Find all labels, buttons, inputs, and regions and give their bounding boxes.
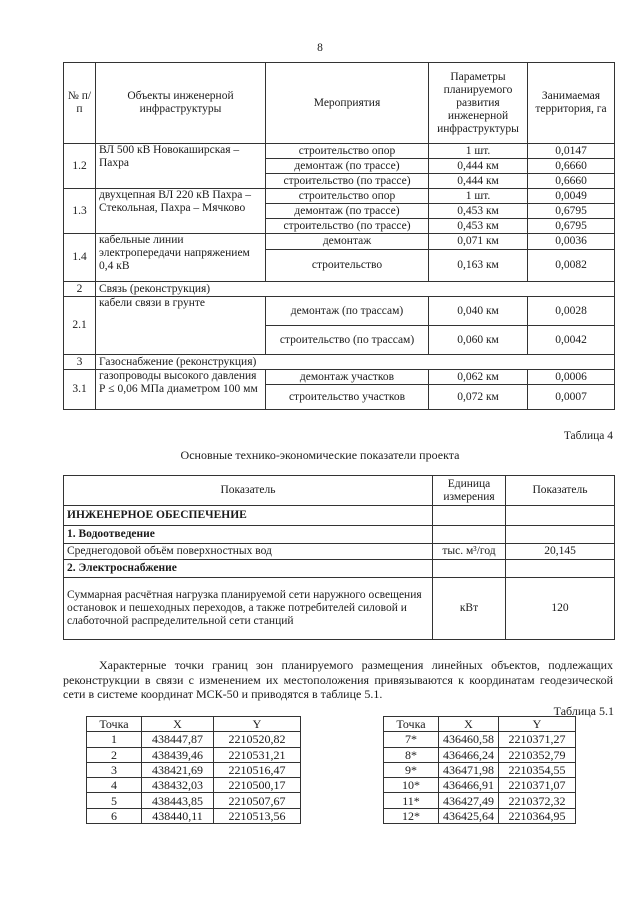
parameter: 0,071 км	[429, 234, 528, 250]
table-row	[384, 747, 576, 762]
table-row	[384, 793, 576, 808]
area: 0,0007	[528, 385, 615, 410]
subsection-heading: 1. Водоотведение	[64, 526, 433, 544]
parameter: 1 шт.	[429, 189, 528, 204]
col-header-measures: Мероприятия	[266, 63, 429, 144]
table-row	[87, 778, 301, 793]
measure: строительство участков	[266, 385, 429, 410]
object-name: кабельные линии электропередачи напряжением 0,4 кВ	[96, 234, 266, 282]
table-header-row	[384, 717, 576, 732]
x-coordinate: 438421,69	[142, 762, 214, 777]
section-row	[64, 355, 615, 370]
point-id: 12*	[384, 808, 439, 823]
area: 0,6660	[528, 174, 615, 189]
point-id: 4	[87, 778, 142, 793]
table-row	[87, 793, 301, 808]
infrastructure-table	[63, 62, 615, 410]
area: 0,0082	[528, 250, 615, 282]
table-row	[64, 544, 615, 560]
col-header-unit: Единица измерения	[433, 476, 506, 506]
row-number: 3	[64, 355, 96, 370]
measure: строительство опор	[266, 189, 429, 204]
y-coordinate: 2210371,27	[499, 732, 576, 747]
x-coordinate: 438443,85	[142, 793, 214, 808]
y-coordinate: 2210354,55	[499, 762, 576, 777]
y-coordinate: 2210371,07	[499, 778, 576, 793]
x-coordinate: 438432,03	[142, 778, 214, 793]
x-coordinate: 436460,58	[439, 732, 499, 747]
point-id: 8*	[384, 747, 439, 762]
measure: демонтаж (по трассе)	[266, 204, 429, 219]
area: 0,0036	[528, 234, 615, 250]
table-row	[64, 578, 615, 640]
point-id: 2	[87, 747, 142, 762]
row-number: 1.3	[64, 189, 96, 234]
area: 0,0147	[528, 144, 615, 159]
measure: строительство (по трассе)	[266, 174, 429, 189]
object-name: газопроводы высокого давления Р ≤ 0,06 МПа диаметром 100 мм	[96, 370, 266, 410]
row-number: 1.2	[64, 144, 96, 189]
x-coordinate: 436425,64	[439, 808, 499, 823]
area: 0,0042	[528, 326, 615, 355]
area: 0,0006	[528, 370, 615, 385]
page-number: 8	[317, 42, 323, 54]
table-row	[64, 506, 615, 526]
point-id: 6	[87, 808, 142, 823]
x-coordinate: 436466,91	[439, 778, 499, 793]
indicator-name: Среднегодовой объём поверхностных вод	[64, 544, 433, 560]
object-name: кабели связи в грунте	[96, 297, 266, 355]
coordinates-table-left	[86, 716, 301, 824]
table-row	[384, 808, 576, 823]
table-row	[64, 189, 615, 204]
table-row	[64, 234, 615, 250]
parameter: 0,453 км	[429, 219, 528, 234]
table-row	[64, 297, 615, 326]
table4-title: Основные технико-экономические показатели проекта	[180, 448, 460, 462]
row-number: 1.4	[64, 234, 96, 282]
col-header: Y	[214, 717, 301, 732]
measure: демонтаж участков	[266, 370, 429, 385]
y-coordinate: 2210520,82	[214, 732, 301, 747]
parameter: 0,453 км	[429, 204, 528, 219]
col-header-area: Занимаемая территория, га	[528, 63, 615, 144]
point-id: 5	[87, 793, 142, 808]
indicator-name: Суммарная расчётная нагрузка планируемой сети наружного освещения остановок и пешеходных переходов, а также потребителей силовой и слаботочной распределительной сети станций	[64, 578, 433, 640]
y-coordinate: 2210372,32	[499, 793, 576, 808]
x-coordinate: 436466,24	[439, 747, 499, 762]
table-row	[64, 560, 615, 578]
parameter: 0,444 км	[429, 174, 528, 189]
parameter: 1 шт.	[429, 144, 528, 159]
table-row	[384, 762, 576, 777]
parameter: 0,072 км	[429, 385, 528, 410]
table-row	[384, 732, 576, 747]
section-title: Газоснабжение (реконструкция)	[96, 355, 615, 370]
x-coordinate: 438439,46	[142, 747, 214, 762]
col-header-num: № п/п	[64, 63, 96, 144]
y-coordinate: 2210364,95	[499, 808, 576, 823]
point-id: 9*	[384, 762, 439, 777]
row-number: 2	[64, 282, 96, 297]
measure: демонтаж (по трассе)	[266, 159, 429, 174]
indicators-table	[63, 475, 615, 640]
point-id: 10*	[384, 778, 439, 793]
section-row	[64, 282, 615, 297]
section-heading: ИНЖЕНЕРНОЕ ОБЕСПЕЧЕНИЕ	[64, 506, 433, 526]
table-row	[87, 808, 301, 823]
table-row	[64, 370, 615, 385]
y-coordinate: 2210352,79	[499, 747, 576, 762]
table-row	[87, 747, 301, 762]
object-name: ВЛ 500 кВ Новокаширская – Пахра	[96, 144, 266, 189]
parameter: 0,444 км	[429, 159, 528, 174]
coordinates-table-right	[383, 716, 576, 824]
table-row	[87, 732, 301, 747]
area: 0,6795	[528, 204, 615, 219]
col-header-value: Показатель	[506, 476, 615, 506]
parameter: 0,062 км	[429, 370, 528, 385]
table-row	[384, 778, 576, 793]
col-header: X	[142, 717, 214, 732]
row-number: 3.1	[64, 370, 96, 410]
col-header: Точка	[384, 717, 439, 732]
col-header: Y	[499, 717, 576, 732]
point-id: 3	[87, 762, 142, 777]
x-coordinate: 436427,49	[439, 793, 499, 808]
x-coordinate: 438447,87	[142, 732, 214, 747]
table-header-row	[64, 63, 615, 144]
point-id: 11*	[384, 793, 439, 808]
measure: строительство	[266, 250, 429, 282]
y-coordinate: 2210500,17	[214, 778, 301, 793]
parameter: 0,060 км	[429, 326, 528, 355]
measure: строительство опор	[266, 144, 429, 159]
point-id: 7*	[384, 732, 439, 747]
col-header-params: Параметры планируемого развития инженерной инфраструктуры	[429, 63, 528, 144]
measure: демонтаж (по трассам)	[266, 297, 429, 326]
area: 0,0028	[528, 297, 615, 326]
y-coordinate: 2210513,56	[214, 808, 301, 823]
indicator-value: 20,145	[506, 544, 615, 560]
area: 0,6660	[528, 159, 615, 174]
parameter: 0,163 км	[429, 250, 528, 282]
point-id: 1	[87, 732, 142, 747]
table-row	[64, 526, 615, 544]
row-number: 2.1	[64, 297, 96, 355]
subsection-heading: 2. Электроснабжение	[64, 560, 433, 578]
measure: строительство (по трассам)	[266, 326, 429, 355]
y-coordinate: 2210516,47	[214, 762, 301, 777]
table-header-row	[64, 476, 615, 506]
col-header: Точка	[87, 717, 142, 732]
y-coordinate: 2210531,21	[214, 747, 301, 762]
indicator-unit: тыс. м³/год	[433, 544, 506, 560]
area: 0,6795	[528, 219, 615, 234]
parameter: 0,040 км	[429, 297, 528, 326]
measure: строительство (по трассе)	[266, 219, 429, 234]
table-row	[87, 762, 301, 777]
indicator-unit: кВт	[433, 578, 506, 640]
col-header: X	[439, 717, 499, 732]
table4-label: Таблица 4	[563, 430, 613, 442]
x-coordinate: 438440,11	[142, 808, 214, 823]
table-header-row	[87, 717, 301, 732]
x-coordinate: 436471,98	[439, 762, 499, 777]
y-coordinate: 2210507,67	[214, 793, 301, 808]
body-paragraph: Характерные точки границ зон планируемого размещения линейных объектов, подлежащих реконструкции в связи с изменением их местоположения привязываются к координатам геодезической сети в системе координат МСК-50 и приводятся в таблице 5.1.	[63, 658, 613, 701]
section-title: Связь (реконструкция)	[96, 282, 615, 297]
measure: демонтаж	[266, 234, 429, 250]
area: 0,0049	[528, 189, 615, 204]
col-header-indicator: Показатель	[64, 476, 433, 506]
indicator-value: 120	[506, 578, 615, 640]
object-name: двухцепная ВЛ 220 кВ Пахра – Стекольная, Пахра – Мячково	[96, 189, 266, 234]
col-header-object: Объекты инженерной инфраструктуры	[96, 63, 266, 144]
table-row	[64, 144, 615, 159]
table51-label: Таблица 5.1	[553, 704, 614, 718]
